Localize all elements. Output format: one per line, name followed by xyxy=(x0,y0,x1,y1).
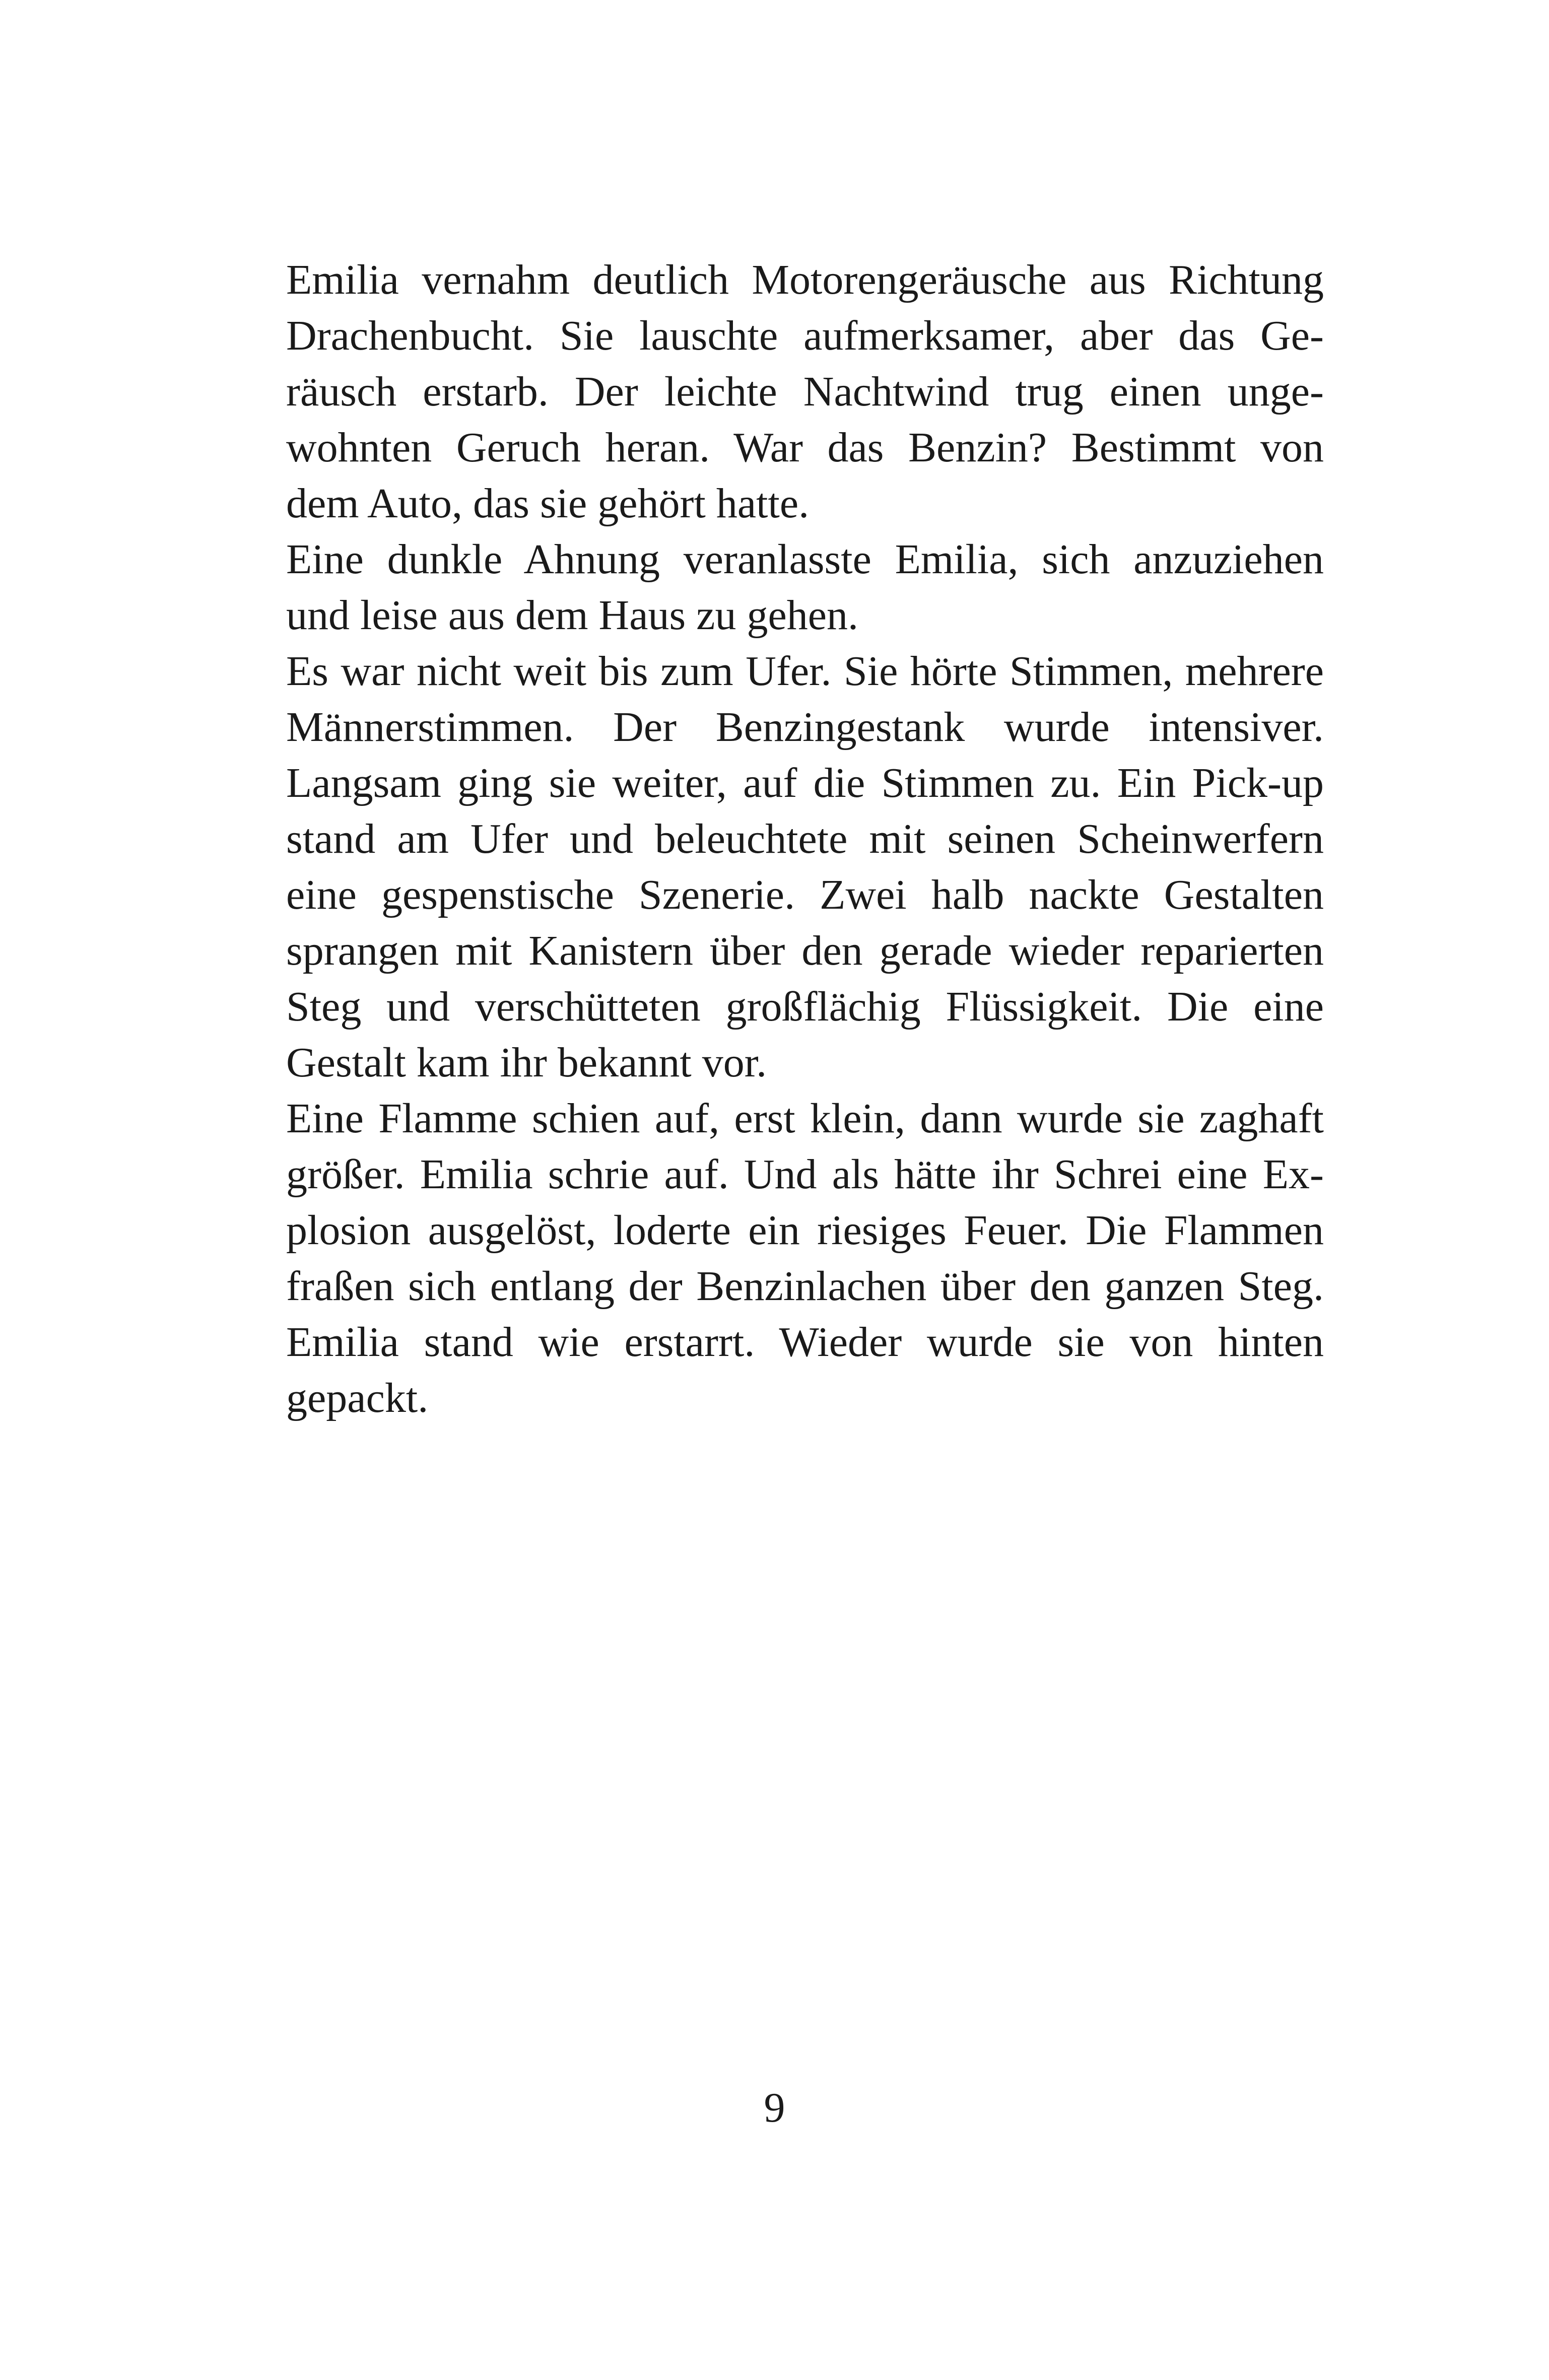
text-line: und leise aus dem Haus zu gehen. xyxy=(286,592,859,639)
paragraph-4 xyxy=(286,1091,1324,1426)
text-line: Es war nicht weit bis zum Ufer. Sie hörte Stimmen, mehrere xyxy=(286,648,1324,695)
text-line: dem Auto, das sie gehört hatte. xyxy=(286,480,810,527)
text-line: Emilia vernahm deutlich Motorengeräusche aus Richtung xyxy=(286,256,1324,303)
paragraph-2 xyxy=(286,531,1324,643)
page-number: 9 xyxy=(764,2084,785,2131)
text-line: wohnten Geruch heran. War das Benzin? Bestimmt von xyxy=(286,424,1324,471)
text-line: sprangen mit Kanistern über den gerade wieder reparierten xyxy=(286,927,1324,974)
paragraph-1 xyxy=(286,252,1324,531)
text-line: gepackt. xyxy=(286,1375,429,1421)
text-line: Gestalt kam ihr bekannt vor. xyxy=(286,1039,767,1086)
text-line: Emilia stand wie erstarrt. Wieder wurde sie von hinten xyxy=(286,1319,1324,1366)
text-line: plosion ausgelöst, loderte ein riesiges Feuer. Die Flammen xyxy=(286,1207,1324,1254)
text-line: größer. Emilia schrie auf. Und als hätte ihr Schrei eine Ex- xyxy=(286,1151,1324,1198)
body-text xyxy=(286,252,1324,1426)
text-line: Steg und verschütteten großflächig Flüssigkeit. Die eine xyxy=(286,983,1324,1030)
text-line: fraßen sich entlang der Benzinlachen über den ganzen Steg. xyxy=(286,1263,1324,1310)
text-line: Drachenbucht. Sie lauschte aufmerksamer, aber das Ge- xyxy=(286,312,1324,359)
text-line: Eine dunkle Ahnung veranlasste Emilia, sich anzuziehen xyxy=(286,536,1324,583)
text-line: räusch erstarb. Der leichte Nachtwind trug einen unge- xyxy=(286,368,1324,415)
text-line: stand am Ufer und beleuchtete mit seinen Scheinwerfern xyxy=(286,815,1324,862)
text-line: eine gespenstische Szenerie. Zwei halb nackte Gestalten xyxy=(286,871,1324,918)
text-line: Eine Flamme schien auf, erst klein, dann wurde sie zaghaft xyxy=(286,1095,1324,1142)
text-line: Langsam ging sie weiter, auf die Stimmen zu. Ein Pick-up xyxy=(286,760,1324,806)
paragraph-3 xyxy=(286,643,1324,1091)
text-line: Männerstimmen. Der Benzingestank wurde intensiver. xyxy=(286,704,1324,751)
